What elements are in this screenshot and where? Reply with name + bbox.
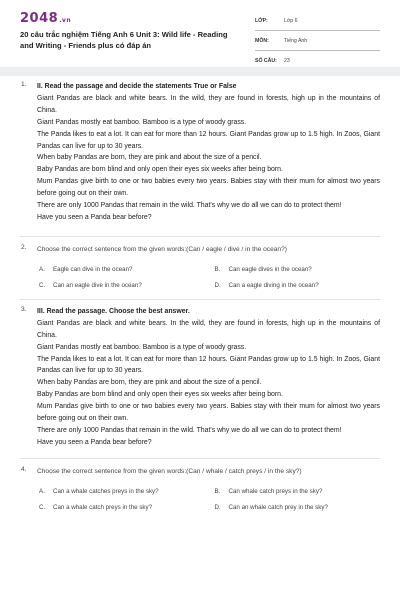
passage-line: Mum Pandas give birth to one or two babies every two years. Babies stay with their mum for almost two years before going out on their own. — [37, 403, 380, 423]
option-letter: D. — [214, 281, 221, 289]
meta-label: LỚP: — [255, 18, 268, 24]
option-text: Can eagle dives in the ocean? — [228, 265, 312, 273]
site-logo[interactable] — [20, 11, 71, 26]
passage-line: Baby Pandas are born blind and only open their eyes six weeks after being born. — [37, 391, 283, 399]
option-text: Can an eagle dive in the ocean? — [53, 281, 142, 289]
meta-row-class — [255, 14, 380, 31]
answer-option-c[interactable] — [39, 503, 205, 512]
answer-option-d[interactable] — [215, 503, 381, 512]
question-2 — [0, 237, 400, 290]
meta-value: 23 — [284, 58, 290, 64]
page-title: 20 câu trắc nghiệm Tiếng Anh 6 Unit 3: Wild life - Reading and Writing - Friends plus có đáp án — [20, 30, 228, 50]
question-prompt: Choose the correct sentence from the given words:(Can / whale / catch preys / in the sky?) — [37, 467, 302, 475]
option-text: Can an whale catch prey in the sky? — [228, 503, 328, 511]
question-number: 1. — [21, 81, 27, 88]
option-letter: A. — [39, 487, 45, 495]
option-letter: D. — [214, 503, 221, 511]
passage-line: Giant Pandas are black and white bears. In the wild, they are found in forests, high up in the mountains of China. — [37, 319, 380, 339]
question-list — [0, 78, 400, 512]
logo-text: 2048 — [20, 11, 59, 26]
option-letter: A. — [39, 265, 45, 273]
option-text: Can whale catch preys in the sky? — [228, 487, 323, 495]
option-letter: B. — [214, 487, 221, 495]
passage-line: Giant Pandas are black and white bears. In the wild, they are found in forests, high up in the mountains of China. — [37, 94, 380, 114]
answer-option-a[interactable] — [39, 487, 205, 496]
answer-option-a[interactable] — [39, 265, 205, 274]
option-letter: C. — [39, 503, 46, 511]
passage-line: Giant Pandas mostly eat bamboo. Bamboo is a type of woody grass. — [37, 343, 247, 351]
meta-value: Tiếng Anh — [284, 38, 308, 44]
option-letter: C. — [39, 281, 46, 289]
question-number: 3. — [21, 305, 27, 313]
answer-options — [39, 487, 380, 512]
passage-line: When baby Pandas are born, they are pink and about the size of a pencil. — [37, 379, 262, 387]
passage-line: Mum Pandas give birth to one or two babies every two years. Babies stay with their mum for almost two years before going out on their own. — [37, 178, 380, 198]
option-text: Can a whale catch preys in the sky? — [53, 503, 153, 511]
question-1 — [0, 78, 400, 224]
passage-line: The Panda likes to eat a lot. It can eat for more than 12 hours. Giant Pandas grow up to 1.5 high. In Zoos, Giant Pandas can live for up to 30 years. — [37, 355, 380, 375]
passage — [37, 306, 380, 449]
header-divider — [0, 67, 400, 76]
question-number: 4. — [21, 465, 27, 473]
answer-option-c[interactable] — [39, 281, 205, 290]
question-number: 2. — [21, 243, 27, 251]
passage-line: Have you seen a Panda bear before? — [37, 438, 152, 446]
question-4 — [0, 459, 400, 512]
option-text: Can a eagle diving in the ocean? — [228, 281, 319, 289]
option-letter: B. — [214, 265, 221, 273]
passage-line: Baby Pandas are born blind and only open their eyes six weeks after being born. — [37, 166, 283, 174]
passage-line: There are only 1000 Pandas that remain in the wild. That's why we do all we can do to protect them! — [37, 426, 342, 434]
logo-suffix: .vn — [59, 17, 72, 24]
option-text: Eagle can dive in the ocean? — [53, 265, 133, 273]
passage-line: When baby Pandas are born, they are pink and about the size of a pencil. — [37, 154, 262, 162]
passage-line: Have you seen a Panda bear before? — [37, 213, 152, 221]
answer-option-b[interactable] — [215, 487, 381, 496]
option-text: Can a whale catches preys in the sky? — [53, 487, 159, 495]
passage-line: There are only 1000 Pandas that remain in the wild. That's why we do all we can do to protect them! — [37, 202, 342, 210]
question-3 — [0, 300, 400, 449]
meta-row-subject — [255, 34, 380, 51]
meta-label: SỐ CÂU: — [255, 58, 277, 64]
meta-info — [255, 14, 380, 74]
meta-value: Lớp 6 — [284, 18, 298, 24]
answer-option-d[interactable] — [215, 281, 381, 290]
answer-options — [39, 265, 380, 290]
page-header — [0, 0, 400, 66]
passage-line: Giant Pandas mostly eat bamboo. Bamboo is a type of woody grass. — [37, 118, 247, 126]
question-heading: II. Read the passage and decide the statements True or False — [37, 83, 237, 90]
question-prompt: Choose the correct sentence from the given words:(Can / eagle / dive / in the ocean?) — [37, 245, 287, 253]
meta-label: MÔN: — [255, 38, 269, 44]
question-heading: III. Read the passage. Choose the best answer. — [37, 307, 190, 315]
answer-option-b[interactable] — [215, 265, 381, 274]
passage-line: The Panda likes to eat a lot. It can eat for more than 12 hours. Giant Pandas grow up to 1.5 high. In Zoos, Giant Pandas can live for up to 30 years. — [37, 130, 380, 150]
passage — [37, 81, 380, 224]
